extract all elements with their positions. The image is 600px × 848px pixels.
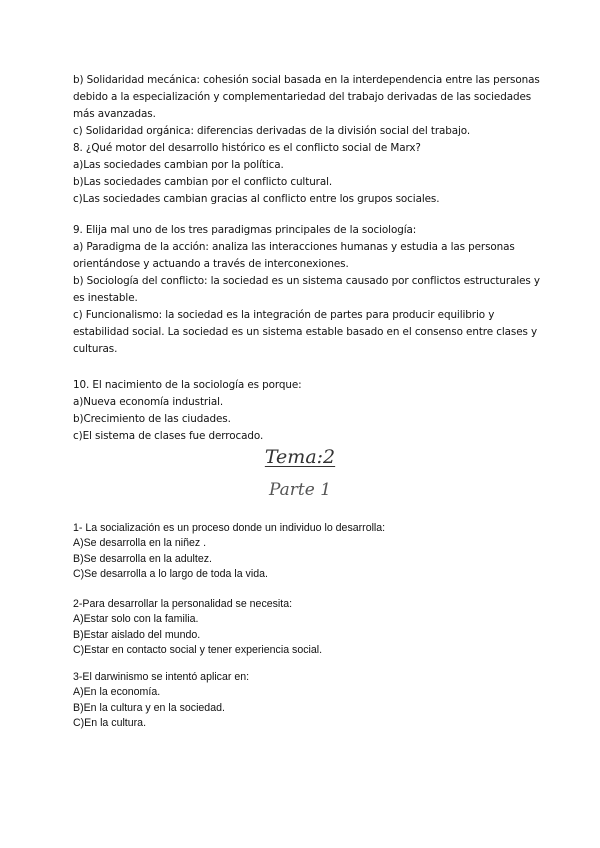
question-9: 9. Elija mal uno de los tres paradigmas principales de la sociología: [73,224,417,236]
answer-option: C)Estar en contacto social y tener experiencia social. [73,643,323,656]
answer-option: A)Se desarrolla en la niñez . [73,537,207,550]
section-question-10 [73,377,533,445]
answer-option: b)Las sociedades cambian por el conflicto cultural. [73,176,333,188]
question-10: 10. El nacimiento de la sociología es porque: [73,379,302,391]
text-line: debido a la especialización y complementariedad del trabajo derivadas de las sociedades [73,91,532,103]
question-2: 2-Para desarrollar la personalidad se necesita: [73,598,293,610]
answer-option: c)Las sociedades cambian gracias al conflicto entre los grupos sociales. [73,193,440,205]
text-line: b) Solidaridad mecánica: cohesión social basada en la interdependencia entre las personas [73,74,540,86]
answer-option: B)En la cultura y en la sociedad. [73,701,225,714]
heading-tema: Tema:2 [264,446,336,468]
text-line: es inestable. [73,292,138,304]
text-line: orientándose y actuando a través de interconexiones. [73,258,349,270]
answer-option: A)Estar solo con la familia. [73,613,199,626]
question-3: 3-El darwinismo se intentó aplicar en: [73,671,250,683]
answer-option: a)Las sociedades cambian por la política. [73,159,284,171]
text-line: más avanzadas. [73,108,156,120]
answer-option: C)Se desarrolla a lo largo de toda la vida. [73,567,268,580]
answer-option: b)Crecimiento de las ciudades. [73,413,231,425]
question-block-2 [73,597,533,658]
heading-parte: Parte 1 [268,480,332,500]
answer-option: B)Estar aislado del mundo. [73,628,201,641]
answer-option: b) Sociología del conflicto: la sociedad es un sistema causado por conflictos estructurales y [73,275,540,287]
answer-option: a)Nueva economía industrial. [73,396,224,408]
answer-option: c)El sistema de clases fue derrocado. [73,430,264,442]
section-solidaridad-marx [73,72,540,208]
answer-option: B)Se desarrolla en la adultez. [73,552,212,565]
question-block-3 [73,670,533,731]
text-line: c) Solidaridad orgánica: diferencias derivadas de la división social del trabajo. [73,125,471,137]
section-question-9 [73,222,540,358]
answer-option: C)En la cultura. [73,716,147,729]
question-1: 1- La socialización es un proceso donde un individuo lo desarrolla: [73,522,386,534]
answer-option: a) Paradigma de la acción: analiza las interacciones humanas y estudia a las personas [73,241,515,253]
text-line: estabilidad social. La sociedad es un sistema estable basado en el consenso entre clases y [73,326,538,338]
question-8: 8. ¿Qué motor del desarrollo histórico es el conflicto social de Marx? [73,142,421,154]
answer-option: c) Funcionalismo: la sociedad es la integración de partes para producir equilibrio y [73,309,495,321]
answer-option: A)En la economía. [73,686,161,699]
text-line: culturas. [73,343,118,355]
question-block-1 [73,521,533,582]
